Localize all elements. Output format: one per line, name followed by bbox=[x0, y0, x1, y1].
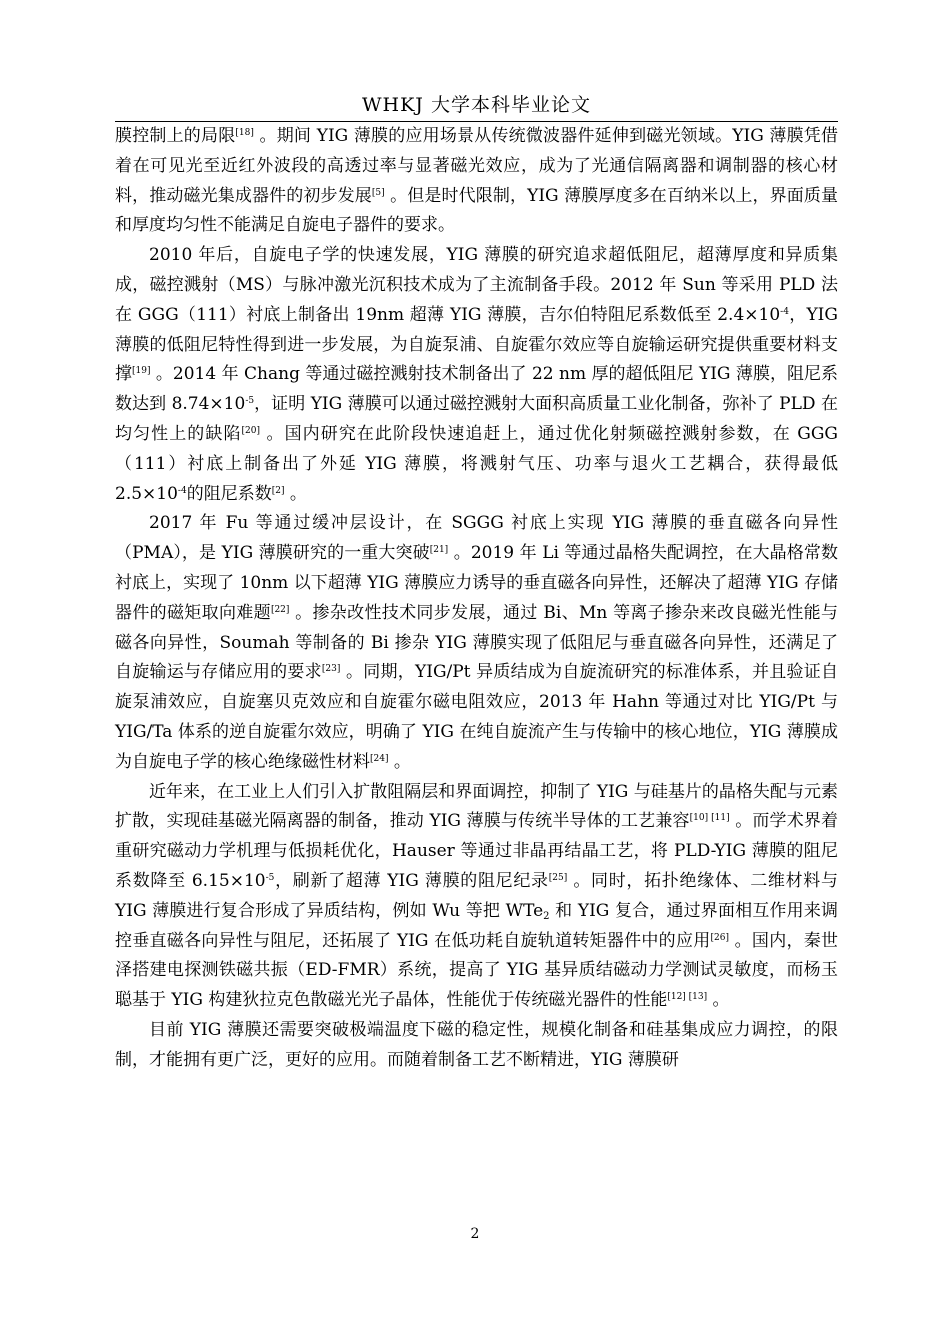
text-run: 。国内，秦世泽搭建电探测铁磁共振（ED-FMR）系统，提高了 YIG 基异质结磁动力学测试灵敏度，而杨玉聪基于 YIG 构建狄拉克色散磁光光子晶体，性能优于传统磁光器件的性能 bbox=[115, 930, 839, 1011]
text-run: 。 bbox=[388, 751, 411, 772]
citation-superscript: [22] bbox=[270, 604, 290, 615]
text-run: 2017 年 Fu 等通过缓冲层设计，在 SGGG 衬底上实现 YIG 薄膜的垂直磁各向异性（PMA），是 YIG 薄膜研究的一重大突破 bbox=[115, 513, 838, 564]
citation-superscript: [19] bbox=[132, 366, 151, 377]
text-run: ，证明 YIG 薄膜可以通过磁控溅射大面积高质量工业化制备，弥补了 PLD 在均匀性上的缺陷 bbox=[115, 394, 838, 444]
citation-superscript: -4 bbox=[177, 485, 187, 496]
text-run: ，YIG 薄膜的低阻尼特性得到进一步发展，为自旋泵浦、自旋霍尔效应等自旋输运研究提供重要材料支撑 bbox=[115, 304, 838, 385]
text-run: 。期间 YIG 薄膜的应用场景从传统微波器件延伸到磁光领域。YIG 薄膜凭借着在可见光至近红外波段的高透过率与显著磁光效应，成为了光通信隔离器和调制器的核心材料，推动磁光集成器件的初步发展 bbox=[115, 126, 839, 206]
paragraph-p2 bbox=[115, 241, 838, 509]
thesis-body-text bbox=[115, 122, 838, 1076]
citation-superscript: [24] bbox=[370, 753, 389, 764]
text-run: 。同期，YIG/Pt 异质结成为自旋流研究的标准体系，并且验证自旋泵浦效应，自旋塞贝克效应和自旋霍尔磁电阻效应，2013 年 Hahn 等通过对比 YIG/Pt 与 YIG/Ta 体系的逆自旋霍尔效应，明确了 YIG 在纯自旋流产生与传输中的核心地位，YIG 薄膜成为自旋电子学的核心绝缘磁性材料 bbox=[115, 662, 838, 772]
paragraph-p1 bbox=[115, 122, 838, 241]
text-run: 2010 年后，自旋电子学的快速发展，YIG 薄膜的研究追求超低阻尼，超薄厚度和异质集成，磁控溅射（MS）与脉冲激光沉积技术成为了主流制备手段。2012 年 Sun 等采用 PLD 法在 GGG（111）衬底上制备出 19nm 超薄 YIG 薄膜，吉尔伯特阻尼系数低至 2.4×10 bbox=[115, 245, 838, 325]
text-run: 。国内研究在此阶段快速追赶上，通过优化射频磁控溅射参数，在 GGG（111）衬底上制备出了外延 YIG 薄膜，将溅射气压、功率与退火工艺耦合，获得最低 2.5×10 bbox=[115, 423, 838, 504]
text-run: 。 bbox=[284, 483, 307, 504]
citation-superscript: [18] bbox=[235, 128, 254, 138]
text-run: 。但是时代限制，YIG 薄膜厚度多在百纳米以上，界面质量和厚度均匀性不能满足自旋电子器件的要求。 bbox=[115, 185, 839, 236]
text-run: 目前 YIG 薄膜还需要突破极端温度下磁的稳定性，规模化制备和硅基集成应力调控，的限制，才能拥有更广泛，更好的应用。而随着制备工艺不断精进，YIG 薄膜研 bbox=[115, 1019, 838, 1070]
text-run: 。掺杂改性技术同步发展，通过 Bi、Mn 等离子掺杂来改良磁光性能与磁各向异性，Soumah 等制备的 Bi 掺杂 YIG 薄膜实现了低阻尼与垂直磁各向异性，还满足了自旋输运与存储应用的要求 bbox=[115, 602, 839, 683]
text-run: 的阻尼系数 bbox=[186, 483, 272, 504]
text-run: ，刷新了超薄 YIG 薄膜的阻尼纪录 bbox=[274, 870, 549, 891]
citation-superscript: -4 bbox=[780, 306, 789, 317]
citation-superscript: -5 bbox=[245, 396, 255, 407]
text-run: 近年来，在工业上人们引入扩散阻隔层和界面调控，抑制了 YIG 与硅基片的晶格失配与元素扩散，实现硅基磁光隔离器的制备，推动 YIG 薄膜与传统半导体的工艺兼容 bbox=[115, 781, 838, 832]
page-number: 2 bbox=[470, 1226, 480, 1242]
citation-superscript: -5 bbox=[265, 872, 275, 883]
running-header: WHKJ 大学本科毕业论文 bbox=[362, 94, 591, 116]
paragraph-p5 bbox=[115, 1016, 838, 1076]
subscript: 2 bbox=[543, 910, 550, 922]
citation-superscript: [25] bbox=[548, 872, 568, 883]
text-run: 。同时，拓扑绝缘体、二维材料与 YIG 薄膜进行复合形成了异质结构，例如 Wu 等把 WTe bbox=[115, 870, 838, 921]
text-run: 。而学术界着重研究磁动力学机理与低损耗优化，Hauser 等通过非晶再结晶工艺，将 PLD-YIG 薄膜的阻尼系数降至 6.15×10 bbox=[115, 811, 839, 891]
text-run: 。2014 年 Chang 等通过磁控溅射技术制备出了 22 nm 厚的超低阻尼 YIG 薄膜，阻尼系数达到 8.74×10 bbox=[115, 364, 838, 415]
citation-superscript: [12] [13] bbox=[667, 992, 708, 1003]
paragraph-p3 bbox=[115, 509, 838, 777]
citation-superscript: [21] bbox=[429, 545, 449, 556]
citation-superscript: [23] bbox=[321, 664, 341, 675]
citation-superscript: [2] bbox=[271, 485, 285, 496]
paragraph-p4 bbox=[115, 778, 838, 1016]
citation-superscript: [10] [11] bbox=[689, 813, 730, 824]
text-run: 和 YIG 复合，通过界面相互作用来调控垂直磁各向异性与阻尼，还拓展了 YIG 在低功耗自旋轨道转矩器件中的应用 bbox=[115, 900, 838, 951]
citation-superscript: [5] bbox=[371, 187, 385, 198]
citation-superscript: [20] bbox=[241, 425, 261, 436]
text-run: 膜控制上的局限 bbox=[115, 126, 236, 146]
text-run: 。 bbox=[707, 990, 730, 1011]
citation-superscript: [26] bbox=[710, 932, 729, 943]
text-run: 。2019 年 Li 等通过晶格失配调控，在大晶格常数衬底上，实现了 10nm 以下超薄 YIG 薄膜应力诱导的垂直磁各向异性，还解决了超薄 YIG 存储器件的磁矩取向难题 bbox=[115, 543, 838, 623]
